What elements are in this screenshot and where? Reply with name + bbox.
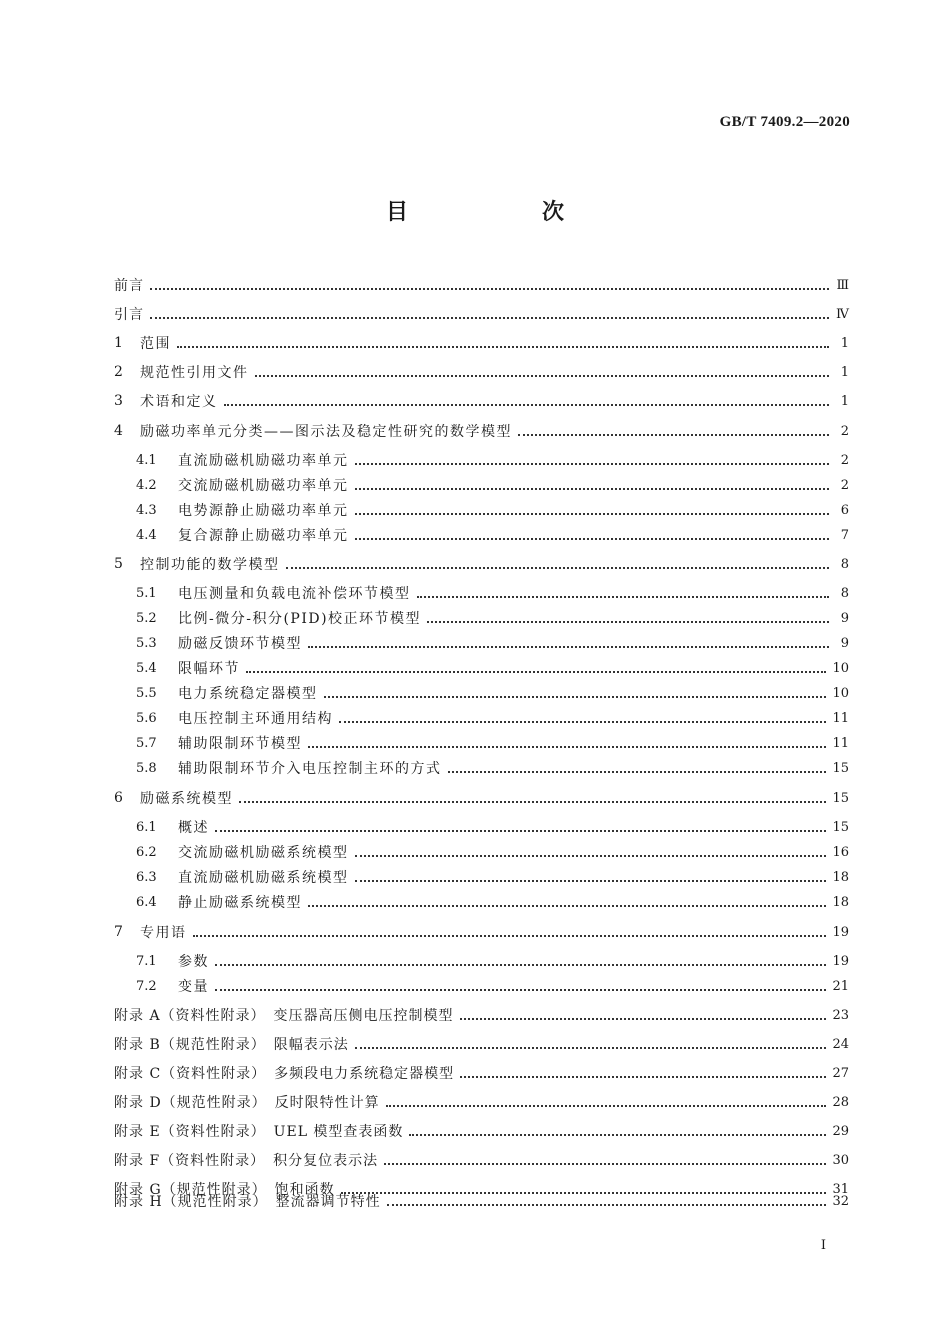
dot-leader	[308, 645, 829, 648]
toc-entry-page: 15	[832, 790, 849, 806]
dot-leader	[427, 620, 829, 623]
toc-entry[interactable]	[114, 1062, 849, 1084]
toc-entry[interactable]	[114, 474, 849, 496]
dot-leader	[324, 695, 827, 698]
toc-entry[interactable]	[114, 1190, 849, 1212]
toc-entry-number: 7.2	[136, 978, 157, 994]
toc-entry-label: 控制功能的数学模型	[140, 557, 280, 573]
toc-entry[interactable]	[114, 582, 849, 604]
dot-leader	[239, 800, 826, 803]
toc-entry[interactable]	[114, 303, 849, 325]
toc-entry-page: 31	[832, 1181, 849, 1197]
toc-entry-page: 10	[832, 660, 849, 676]
toc-entry-number: 4	[114, 423, 123, 439]
toc-entry-label: 交流励磁机励磁功率单元	[178, 478, 349, 494]
toc-entry-page: Ⅲ	[836, 277, 849, 293]
toc-entry[interactable]	[114, 1091, 849, 1113]
toc-entry[interactable]	[114, 1149, 849, 1171]
toc-entry-label: 概述	[178, 820, 209, 836]
toc-entry-label: 前言	[114, 278, 144, 294]
toc-entry-number: 5.6	[136, 710, 157, 726]
dot-leader	[518, 433, 829, 436]
toc-entry-page: 1	[840, 393, 849, 409]
toc-entry-label: 限幅环节	[178, 661, 240, 677]
toc-entry-page: 2	[840, 452, 849, 468]
toc-entry-page: 18	[832, 869, 849, 885]
toc-entry-number: 7.1	[136, 953, 157, 969]
toc-entry[interactable]	[114, 499, 849, 521]
dot-leader	[215, 963, 826, 966]
dot-leader	[355, 537, 830, 540]
toc-entry-label: 电势源静止励磁功率单元	[178, 503, 349, 519]
dot-leader	[355, 879, 827, 882]
toc-entry-label: 电力系统稳定器模型	[178, 686, 318, 702]
toc-entry[interactable]	[114, 553, 849, 575]
toc-entry-label: 专用语	[140, 925, 187, 941]
toc-entry[interactable]	[114, 390, 849, 412]
toc-entry-page: 11	[832, 735, 849, 751]
dot-leader	[387, 1203, 827, 1206]
toc-entry-page: 28	[832, 1094, 849, 1110]
dot-leader	[224, 403, 830, 406]
toc-entry-label: 参数	[178, 954, 209, 970]
toc-entry-label: 规范性引用文件	[140, 365, 249, 381]
toc-entry[interactable]	[114, 757, 849, 779]
toc-entry-page: 9	[840, 635, 849, 651]
toc-entry-number: 3	[114, 393, 123, 409]
toc-entry-number: 5.3	[136, 635, 157, 651]
toc-entry[interactable]	[114, 332, 849, 354]
dot-leader	[355, 854, 827, 857]
toc-entry[interactable]	[114, 1004, 849, 1026]
toc-entry-number: 5	[114, 556, 123, 572]
toc-entry[interactable]	[114, 921, 849, 943]
dot-leader	[215, 988, 826, 991]
toc-entry-label: 比例-微分-积分(PID)校正环节模型	[178, 611, 422, 627]
toc-entry[interactable]	[114, 607, 849, 629]
dot-leader	[177, 345, 829, 348]
dot-leader	[339, 720, 826, 723]
toc-entry-page: 1	[840, 335, 849, 351]
toc-entry[interactable]	[114, 841, 849, 863]
dot-leader	[150, 287, 829, 290]
toc-entry-page: 9	[840, 610, 849, 626]
toc-entry-page: 23	[832, 1007, 849, 1023]
toc-entry-number: 4.4	[136, 527, 157, 543]
toc-entry-number: 4.3	[136, 502, 157, 518]
toc-entry-page: 29	[832, 1123, 849, 1139]
toc-entry-number: 4.1	[136, 452, 157, 468]
toc-entry-page: 30	[832, 1152, 849, 1168]
toc-entry-label: 直流励磁机励磁系统模型	[178, 870, 349, 886]
toc-entry-number: 7	[114, 924, 123, 940]
toc-entry-label: 电压控制主环通用结构	[178, 711, 333, 727]
toc-entry[interactable]	[114, 707, 849, 729]
toc-entry-page: 11	[832, 710, 849, 726]
toc-entry-page: 27	[832, 1065, 849, 1081]
dot-leader	[286, 566, 830, 569]
toc-entry-page: 19	[832, 953, 849, 969]
toc-entry-label: 引言	[114, 307, 144, 323]
toc-entry-label: 附录 H（规范性附录） 整流器调节特性	[114, 1194, 381, 1210]
toc-entry-label: 交流励磁机励磁系统模型	[178, 845, 349, 861]
toc-entry-page: 24	[832, 1036, 849, 1052]
dot-leader	[355, 487, 830, 490]
toc-entry-page: 32	[832, 1193, 849, 1209]
toc-entry-label: 术语和定义	[140, 394, 218, 410]
dot-leader	[308, 745, 826, 748]
toc-entry-label: 范围	[140, 336, 171, 352]
dot-leader	[355, 1046, 827, 1049]
toc-entry-label: 附录 A（资料性附录） 变压器高压侧电压控制模型	[114, 1008, 454, 1024]
dot-leader	[193, 934, 827, 937]
toc-entry-label: 励磁系统模型	[140, 791, 233, 807]
toc-entry-label: 辅助限制环节介入电压控制主环的方式	[178, 761, 442, 777]
dot-leader	[384, 1162, 826, 1165]
toc-entry-number: 5.4	[136, 660, 157, 676]
toc-entry-number: 5.2	[136, 610, 157, 626]
dot-leader	[460, 1075, 826, 1078]
dot-leader	[215, 829, 826, 832]
toc-entry-label: 静止励磁系统模型	[178, 895, 302, 911]
toc-entry-page: 15	[832, 819, 849, 835]
dot-leader	[308, 904, 826, 907]
toc-entry-number: 5.5	[136, 685, 157, 701]
toc-entry-number: 1	[114, 335, 123, 351]
toc-entry-page: 6	[840, 502, 849, 518]
dot-leader	[150, 316, 829, 319]
toc-entry-page: 7	[840, 527, 849, 543]
toc-entry-label: 辅助限制环节模型	[178, 736, 302, 752]
toc-entry-page: 18	[832, 894, 849, 910]
standard-code: GB/T 7409.2—2020	[719, 114, 850, 130]
dot-leader	[246, 670, 826, 673]
toc-entry-page: 2	[840, 423, 849, 439]
toc-entry[interactable]	[114, 420, 849, 442]
toc-entry[interactable]	[114, 816, 849, 838]
toc-entry-label: 附录 E（资料性附录） UEL 模型查表函数	[114, 1124, 404, 1140]
toc-entry[interactable]	[114, 682, 849, 704]
toc-entry-label: 励磁功率单元分类——图示法及稳定性研究的数学模型	[140, 424, 512, 440]
toc-entry[interactable]	[114, 361, 849, 383]
toc-entry-label: 附录 F（资料性附录） 积分复位表示法	[114, 1153, 379, 1169]
toc-entry[interactable]	[114, 732, 849, 754]
toc-entry-page: 21	[832, 978, 849, 994]
toc-entry-number: 6.4	[136, 894, 157, 910]
toc-entry-page: 16	[832, 844, 849, 860]
toc-entry-label: 附录 D（规范性附录） 反时限特性计算	[114, 1095, 380, 1111]
toc-entry-number: 5.7	[136, 735, 157, 751]
toc-entry-number: 4.2	[136, 477, 157, 493]
toc-entry[interactable]	[114, 449, 849, 471]
dot-leader	[355, 462, 830, 465]
toc-entry-label: 变量	[178, 979, 209, 995]
toc-entry-page: 19	[832, 924, 849, 940]
toc-entry[interactable]	[114, 524, 849, 546]
toc-entry-label: 直流励磁机励磁功率单元	[178, 453, 349, 469]
toc-entry-page: 8	[840, 556, 849, 572]
toc-entry-number: 2	[114, 364, 123, 380]
toc-entry-page: 2	[840, 477, 849, 493]
toc-entry-number: 5.1	[136, 585, 157, 601]
toc-entry-page: 1	[840, 364, 849, 380]
toc-entry-label: 励磁反馈环节模型	[178, 636, 302, 652]
page-title: 目 次	[385, 199, 620, 225]
toc-entry-number: 6	[114, 790, 123, 806]
toc-entry[interactable]	[114, 274, 849, 296]
toc-entry[interactable]	[114, 866, 849, 888]
toc-entry-label: 附录 G（规范性附录） 饱和函数	[114, 1182, 335, 1198]
toc-entry-number: 6.2	[136, 844, 157, 860]
toc-entry-label: 附录 C（资料性附录） 多频段电力系统稳定器模型	[114, 1066, 455, 1082]
dot-leader	[386, 1104, 827, 1107]
dot-leader	[460, 1017, 827, 1020]
toc-entry[interactable]	[114, 975, 849, 997]
toc-entry[interactable]	[114, 632, 849, 654]
toc-entry-label: 电压测量和负载电流补偿环节模型	[178, 586, 411, 602]
toc-entry-number: 5.8	[136, 760, 157, 776]
toc-entry-page: 15	[832, 760, 849, 776]
toc-entry[interactable]	[114, 891, 849, 913]
dot-leader	[255, 374, 830, 377]
toc-entry[interactable]	[114, 657, 849, 679]
toc-entry-page: 10	[832, 685, 849, 701]
toc-entry[interactable]	[114, 1033, 849, 1055]
toc-entry-page: Ⅳ	[836, 306, 849, 322]
toc-entry[interactable]	[114, 950, 849, 972]
toc-entry-label: 复合源静止励磁功率单元	[178, 528, 349, 544]
dot-leader	[355, 512, 830, 515]
toc-entry-number: 6.3	[136, 869, 157, 885]
page-folio: Ⅰ	[820, 1238, 826, 1253]
toc-entry-page: 8	[840, 585, 849, 601]
dot-leader	[409, 1133, 826, 1136]
toc-entry[interactable]	[114, 787, 849, 809]
dot-leader	[417, 595, 830, 598]
toc-entry-label: 附录 B（规范性附录） 限幅表示法	[114, 1037, 349, 1053]
dot-leader	[448, 770, 827, 773]
toc-entry-number: 6.1	[136, 819, 157, 835]
toc-entry[interactable]	[114, 1120, 849, 1142]
